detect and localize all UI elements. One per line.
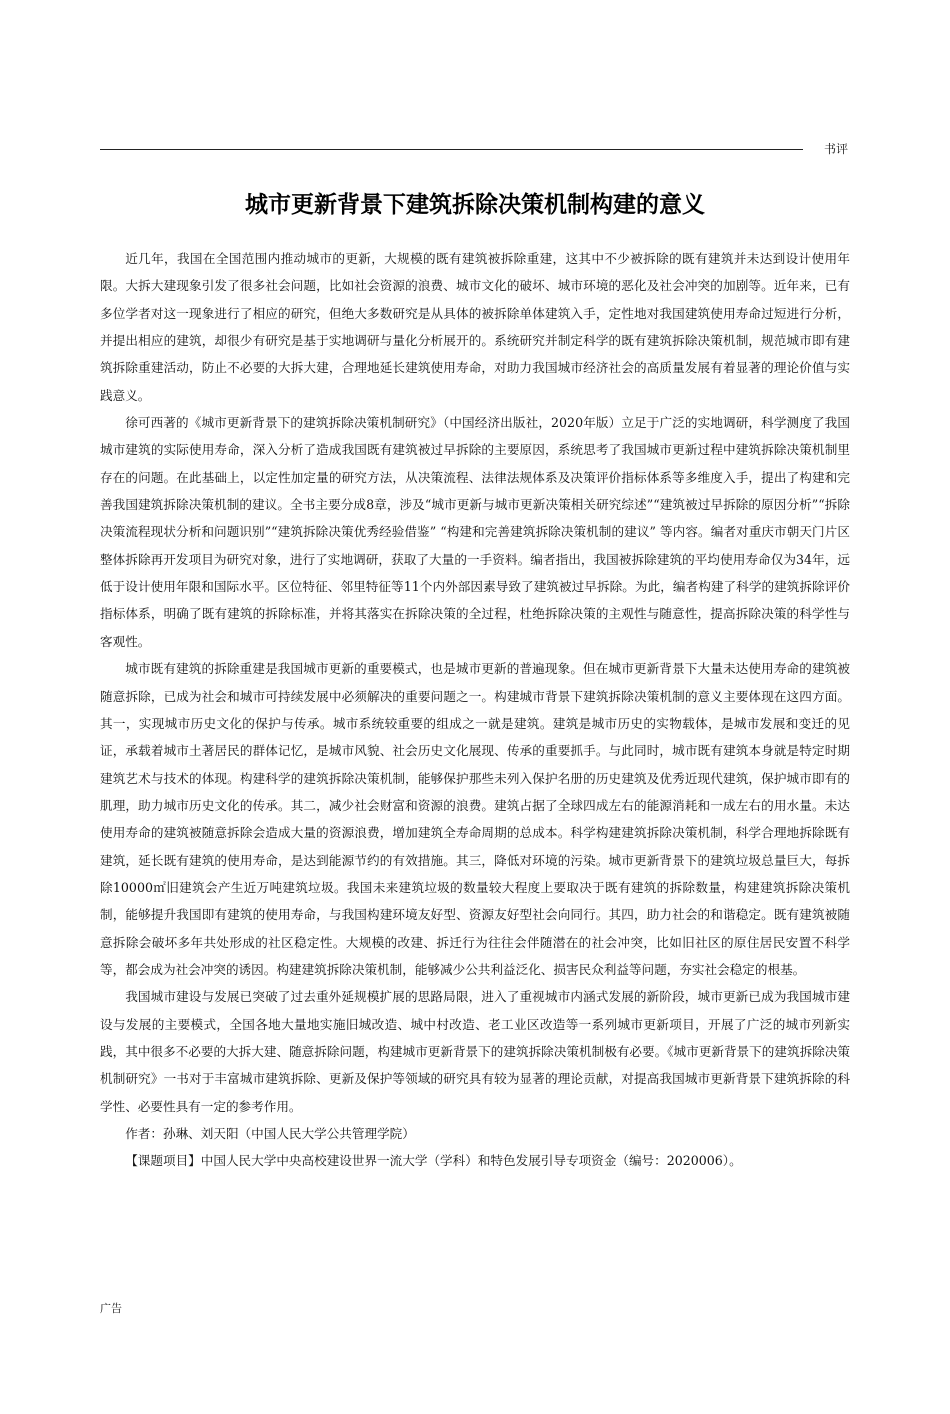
- paragraph-3: 城市既有建筑的拆除重建是我国城市更新的重要模式，也是城市更新的普遍现象。但在城市更新背景下大量未达使用寿命的建筑被随意拆除，已成为社会和城市可持续发展中必须解决的重要问题之一。构建城市背景下建筑拆除决策机制的意义主要体现在这四方面。其一，实现城市历史文化的保护与传承。城市系统较重要的组成之一就是建筑。建筑是城市历史的实物载体，是城市发展和变迁的见证，承载着城市土著居民的群体记忆，是城市风貌、社会历史文化展现、传承的重要抓手。与此同时，城市既有建筑本身就是特定时期建筑艺术与技术的体现。构建科学的建筑拆除决策机制，能够保护那些未列入保护名册的历史建筑及优秀近现代建筑，保护城市即有的肌理，助力城市历史文化的传承。其二，减少社会财富和资源的浪费。建筑占据了全球四成左右的能源消耗和一成左右的用水量。未达使用寿命的建筑被随意拆除会造成大量的资源浪费，增加建筑全寿命周期的总成本。科学构建建筑拆除决策机制，科学合理地拆除既有建筑，延长既有建筑的使用寿命，是达到能源节约的有效措施。其三，降低对环境的污染。城市更新背景下的建筑垃圾总量巨大，每拆除10000㎡旧建筑会产生近万吨建筑垃圾。我国未来建筑垃圾的数量较大程度上要取决于既有建筑的拆除数量，构建建筑拆除决策机制，能够提升我国即有建筑的使用寿命，与我国构建环境友好型、资源友好型社会向同行。其四，助力社会的和谐稳定。既有建筑被随意拆除会破坏多年共处形成的社区稳定性。大规模的改建、拆迁行为往往会伴随潜在的社会冲突，比如旧社区的原住居民安置不科学等，都会成为社会冲突的诱因。构建建筑拆除决策机制，能够减少公共利益泛化、损害民众利益等问题，夯实社会稳定的根基。: [100, 661, 850, 977]
- paragraph-1: 近几年，我国在全国范围内推动城市的更新，大规模的既有建筑被拆除重建，这其中不少被拆除的既有建筑并未达到设计使用年限。大拆大建现象引发了很多社会问题，比如社会资源的浪费、城市文化的破坏、城市环境的恶化及社会冲突的加剧等。近年来，已有多位学者对这一现象进行了相应的研究，但绝大多数研究是从具体的被拆除单体建筑入手，定性地对我国建筑使用寿命过短进行分析，并提出相应的建筑，却很少有研究是基于实地调研与量化分析展开的。系统研究并制定科学的既有建筑拆除决策机制，规范城市即有建筑拆除重建活动，防止不必要的大拆大建，合理地延长建筑使用寿命，对助力我国城市经济社会的高质量发展有着显著的理论价值与实践意义。: [100, 251, 850, 403]
- author-credit: 作者：孙琳、刘天阳（中国人民大学公共管理学院）: [125, 1126, 415, 1141]
- paragraph-4: 我国城市建设与发展已突破了过去重外延规模扩展的思路局限，进入了重视城市内涵式发展的新阶段，城市更新已成为我国城市建设与发展的主要模式，全国各地大量地实施旧城改造、城中村改造、老工业区改造等一系列城市更新项目，开展了广泛的城市列新实践，其中很多不必要的大拆大建、随意拆除问题，构建城市更新背景下的建筑拆除决策机制极有必要。《城市更新背景下的建筑拆除决策机制研究》一书对于丰富城市建筑拆除、更新及保护等领域的研究具有较为显著的理论贡献，对提高我国城市更新背景下建筑拆除的科学性、必要性具有一定的参考作用。: [100, 989, 850, 1114]
- article-title: 城市更新背景下建筑拆除决策机制构建的意义: [245, 192, 705, 218]
- paragraph-2: 徐可西著的《城市更新背景下的建筑拆除决策机制研究》（中国经济出版社，2020年版）立足于广泛的实地调研，科学测度了我国城市建筑的实际使用寿命，深入分析了造成我国既有建筑被过早拆除的主要原因，系统思考了我国城市更新过程中建筑拆除决策机制里存在的问题。在此基础上，以定性加定量的研究方法，从决策流程、法律法规体系及决策评价指标体系等多维度入手，提出了构建和完善我国建筑拆除决策机制的建议。全书主要分成8章，涉及“城市更新与城市更新决策相关研究综述”“建筑被过早拆除的原因分析”“拆除决策流程现状分析和问题识别”“建筑拆除决策优秀经验借鉴” “构建和完善建筑拆除决策机制的建议” 等内容。编者对重庆市朝天门片区整体拆除再开发项目为研究对象，进行了实地调研，获取了大量的一手资料。编者指出，我国被拆除建筑的平均使用寿命仅为34年，远低于设计使用年限和国际水平。区位特征、邻里特征等11个内外部因素导致了建筑被过早拆除。为此，编者构建了科学的建筑拆除评价指标体系，明确了既有建筑的拆除标准，并将其落实在拆除决策的全过程，杜绝拆除决策的主观性与随意性，提高拆除决策的科学性与客观性。: [100, 415, 850, 649]
- section-label: 书评: [824, 142, 849, 156]
- funding-note: 【课题项目】中国人民大学中央高校建设世界一流大学（学科）和特色发展引导专项资金（编号：2020006）。: [125, 1153, 742, 1169]
- header-rule: [100, 149, 803, 150]
- footer-label: 广告: [100, 1302, 122, 1315]
- article-body: [100, 245, 850, 1175]
